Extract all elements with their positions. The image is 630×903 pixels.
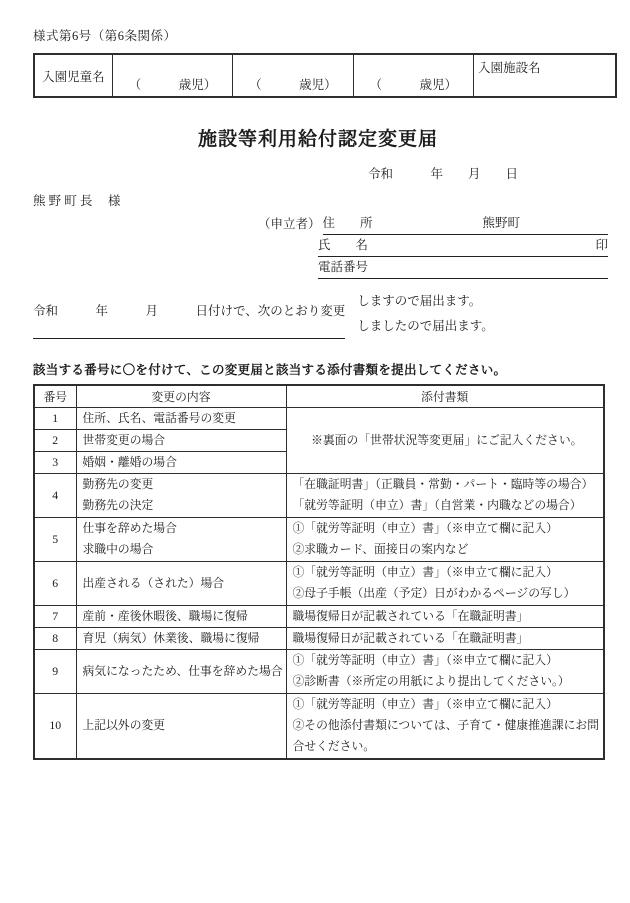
attachment-line: ②その他添付書類については、子育て・健康推進課にお問合せください。	[292, 718, 599, 754]
attachment-line: ②診断書（※所定の用紙により提出してください。）	[292, 674, 570, 688]
attachment-cell	[286, 649, 604, 693]
instruction-text: 該当する番号に〇を付けて、この変更届と該当する添付書類を提出してください。	[33, 363, 507, 377]
applicant-block	[258, 213, 608, 279]
content-cell	[76, 517, 286, 561]
table-header-row	[34, 385, 604, 407]
content-cell	[76, 407, 286, 429]
phone-label: 電話番号	[318, 260, 369, 274]
attachment-line: ②求職カード、面接日の案内など	[292, 542, 469, 556]
header-number: 番号	[34, 385, 76, 407]
attachment-cell	[286, 693, 604, 759]
row-number-7[interactable]: 7	[34, 605, 76, 627]
content-cell	[76, 561, 286, 605]
attachment-cell	[286, 627, 604, 649]
merged-note-text: ※裏面の「世帯状況等変更届」にご記入ください。	[311, 432, 583, 447]
addressee-label: 熊 野 町 長 様	[33, 194, 121, 208]
facility-name-field[interactable]: 入園施設名	[473, 54, 616, 97]
attachment-line: ①「就労等証明（申立）書」（※申立て欄に記入）	[292, 653, 558, 667]
attachment-line: 職場復帰日が記載されている「在職証明書」	[292, 608, 529, 623]
merged-attachment-cell	[286, 407, 604, 473]
content-line: 産前・産後休暇後、職場に復帰	[82, 608, 248, 623]
row-number-6[interactable]: 6	[34, 561, 76, 605]
content-line: 世帯変更の場合	[82, 432, 166, 447]
child-age-field-3[interactable]: （ 歳児）	[353, 54, 473, 97]
content-line: 病気になったため、仕事を辞めた場合	[82, 663, 283, 678]
applicant-phone-field[interactable]	[318, 257, 608, 279]
change-statement	[33, 294, 603, 339]
address-value: 熊野町	[482, 216, 521, 230]
row-number-8[interactable]: 8	[34, 627, 76, 649]
content-line: 上記以外の変更	[82, 718, 166, 733]
attachment-line: ①「就労等証明（申立）書」（※申立て欄に記入）	[292, 565, 558, 579]
seal-label: 印	[595, 238, 608, 252]
table-row-10	[34, 693, 604, 759]
attachment-line: 「在職証明書」（正職員・常勤・パート・臨時等の場合）	[292, 477, 594, 491]
change-type-table	[33, 384, 605, 760]
applicant-phone-row	[258, 257, 608, 279]
content-cell	[76, 451, 286, 473]
attachment-line: ①「就労等証明（申立）書」（※申立て欄に記入）	[292, 697, 558, 712]
table-row-1	[34, 407, 604, 429]
attachment-line: 職場復帰日が記載されている「在職証明書」	[292, 630, 529, 645]
attachment-cell	[286, 473, 604, 517]
row-number-1[interactable]: 1	[34, 407, 76, 429]
table-row-9	[34, 649, 604, 693]
attachment-line: 「就労等証明（申立）書」（自営業・内職などの場合）	[292, 498, 582, 512]
header-attachment: 添付書類	[286, 385, 604, 407]
suffix-line-1: しますので届出ます。	[357, 294, 482, 308]
row-number-10[interactable]: 10	[34, 693, 76, 759]
suffix-line-2: しましたので届出ます。	[357, 319, 494, 333]
submission-date-field[interactable]: 令和 年 月 日	[367, 167, 518, 181]
content-cell	[76, 649, 286, 693]
table-row-8	[34, 627, 604, 649]
change-statement-suffix	[357, 289, 494, 339]
row-number-3[interactable]: 3	[34, 451, 76, 473]
child-info-table	[33, 53, 617, 98]
change-date-field[interactable]: 令和 年 月 日付けで、次のとおり変更	[33, 301, 345, 339]
table-row-7	[34, 605, 604, 627]
attachment-cell	[286, 561, 604, 605]
content-line: 仕事を辞めた場合	[82, 521, 177, 535]
applicant-label: （申立者）	[258, 217, 321, 231]
content-cell	[76, 693, 286, 759]
name-label: 氏 名	[318, 238, 369, 252]
table-row-5	[34, 517, 604, 561]
child-info-row	[34, 54, 616, 97]
content-line: 勤務先の変更	[82, 477, 154, 491]
content-line: 出産される（された）場合	[82, 575, 225, 590]
table-row-6	[34, 561, 604, 605]
attachment-cell	[286, 605, 604, 627]
content-cell	[76, 627, 286, 649]
child-name-header: 入園児童名	[34, 54, 112, 97]
page-title: 施設等利用給付認定変更届	[197, 129, 438, 150]
content-line: 住所、氏名、電話番号の変更	[82, 410, 236, 425]
row-number-5[interactable]: 5	[34, 517, 76, 561]
content-line: 育児（病気）休業後、職場に復帰	[82, 630, 260, 645]
address-label: 住 所	[322, 216, 373, 230]
row-number-9[interactable]: 9	[34, 649, 76, 693]
applicant-address-field[interactable]	[323, 213, 608, 235]
child-age-field-1[interactable]: （ 歳児）	[112, 54, 232, 97]
table-row-4	[34, 473, 604, 517]
child-age-field-2[interactable]: （ 歳児）	[233, 54, 353, 97]
attachment-cell	[286, 517, 604, 561]
applicant-name-field[interactable]	[318, 235, 608, 257]
row-number-4[interactable]: 4	[34, 473, 76, 517]
content-line: 求職中の場合	[82, 542, 154, 556]
content-cell	[76, 429, 286, 451]
content-cell	[76, 473, 286, 517]
attachment-line: ②母子手帳（出産（予定）日がわかるページの写し）	[292, 586, 576, 600]
attachment-line: ①「就労等証明（申立）書」（※申立て欄に記入）	[292, 521, 558, 535]
applicant-name-row	[258, 235, 608, 257]
header-content: 変更の内容	[76, 385, 286, 407]
applicant-address-row	[258, 213, 608, 235]
content-line: 婚姻・離婚の場合	[82, 454, 177, 469]
content-line: 勤務先の決定	[82, 498, 154, 512]
content-cell	[76, 605, 286, 627]
form-number-label: 様式第6号（第6条関係）	[33, 29, 177, 43]
row-number-2[interactable]: 2	[34, 429, 76, 451]
